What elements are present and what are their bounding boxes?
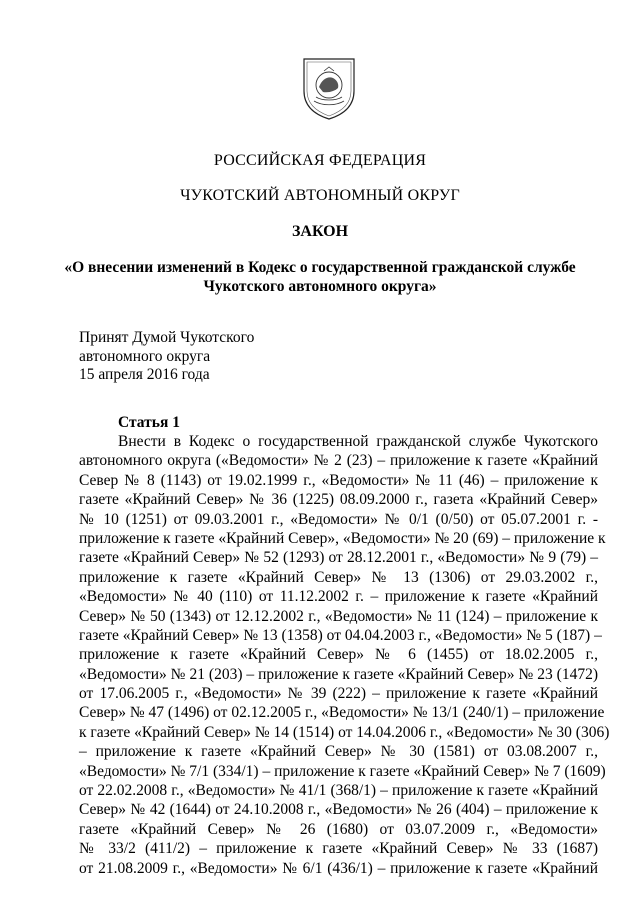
- article-heading: Статья 1: [118, 414, 180, 431]
- coat-of-arms-emblem: [302, 57, 356, 121]
- article-text-line: № 10 (1251) от 09.03.2001 г., «Ведомости» № 0/1 (0/50) от 05.07.2001 г. -: [79, 510, 598, 528]
- article-text-line: «Ведомости» № 7/1 (334/1) – приложение к газете «Крайний Север» № 7 (1609): [79, 762, 606, 780]
- article-text-line: № 33/2 (411/2) – приложение к газете «Крайний Север» № 33 (1687): [79, 840, 598, 858]
- article-text-line: – приложение к газете «Крайний Север» № 30 (1581) от 03.08.2007 г.,: [79, 743, 598, 761]
- article-text-line: автономного округа («Ведомости» № 2 (23) – приложение к газете «Крайний: [79, 452, 598, 470]
- document-type: ЗАКОН: [291, 223, 349, 240]
- emblem-shield-icon: [302, 57, 356, 121]
- article-text-line: Север № 8 (1143) от 19.02.1999 г., «Ведомости» № 11 (46) – приложение к: [79, 471, 598, 489]
- article-text-line: газете «Крайний Север» № 52 (1293) от 28.12.2001 г., «Ведомости» № 9 (79) –: [79, 549, 598, 567]
- article-text-line: газете «Крайний Север» № 26 (1680) от 03.07.2009 г., «Ведомости»: [79, 820, 598, 838]
- adoption-line: автономного округа: [79, 347, 211, 365]
- law-title-line: «О внесении изменений в Кодекс о государственной гражданской службе: [64, 259, 576, 276]
- article-text-line: приложение к газете «Крайний Север» № 6 (1455) от 18.02.2005 г.,: [79, 646, 598, 664]
- article-text-line: «Ведомости» № 21 (203) – приложение к газете «Крайний Север» № 23 (1472): [79, 665, 598, 683]
- article-text-line: от 22.02.2008 г., «Ведомости» № 41/1 (368/1) – приложение к газете «Крайний: [79, 782, 598, 800]
- article-text-line: Север» № 50 (1343) от 12.12.2002 г., «Ведомости» № 11 (124) – приложение к: [79, 607, 598, 625]
- article-text-line: Север» № 47 (1496) от 02.12.2005 г., «Ведомости» № 13/1 (240/1) – приложение: [79, 704, 605, 722]
- article-text-line: от 17.06.2005 г., «Ведомости» № 39 (222) – приложение к газете «Крайний: [79, 685, 598, 703]
- adoption-line: Принят Думой Чукотского: [79, 329, 255, 346]
- article-text-line: газете «Крайний Север» № 13 (1358) от 04.04.2003 г., «Ведомости» № 5 (187) –: [79, 626, 602, 644]
- article-text-line: от 21.08.2009 г., «Ведомости» № 6/1 (436/1) – приложение к газете «Крайний: [79, 859, 598, 877]
- article-text-line: газете «Крайний Север» № 36 (1225) 08.09.2000 г., газета «Крайний Север»: [79, 491, 598, 509]
- law-title-line: Чукотского автономного округа»: [203, 278, 437, 295]
- law-title: [0, 258, 640, 296]
- article-text-line: Север» № 42 (1644) от 24.10.2008 г., «Ведомости» № 26 (404) – приложение к: [79, 801, 598, 819]
- article-body: [79, 432, 610, 878]
- adoption-note: [79, 329, 254, 385]
- article-text-line: приложение к газете «Крайний Север» № 13 (1306) от 29.03.2002 г.,: [79, 568, 598, 586]
- article-text-line: «Ведомости» № 40 (110) от 11.12.2002 г. – приложение к газете «Крайний: [79, 588, 598, 606]
- article-text-line: приложение к газете «Крайний Север», «Ведомости» № 20 (69) – приложение к: [79, 529, 606, 547]
- article-text-line: Внести в Кодекс о государственной гражданской службе Чукотского: [118, 433, 598, 450]
- article-text-line: к газете «Крайний Север» № 14 (1514) от 14.04.2006 г., «Ведомости» № 30 (306): [79, 723, 610, 741]
- country-name: РОССИЙСКАЯ ФЕДЕРАЦИЯ: [213, 152, 427, 169]
- region-name: ЧУКОТСКИЙ АВТОНОМНЫЙ ОКРУГ: [180, 187, 460, 204]
- adoption-date: 15 апреля 2016 года: [79, 366, 210, 383]
